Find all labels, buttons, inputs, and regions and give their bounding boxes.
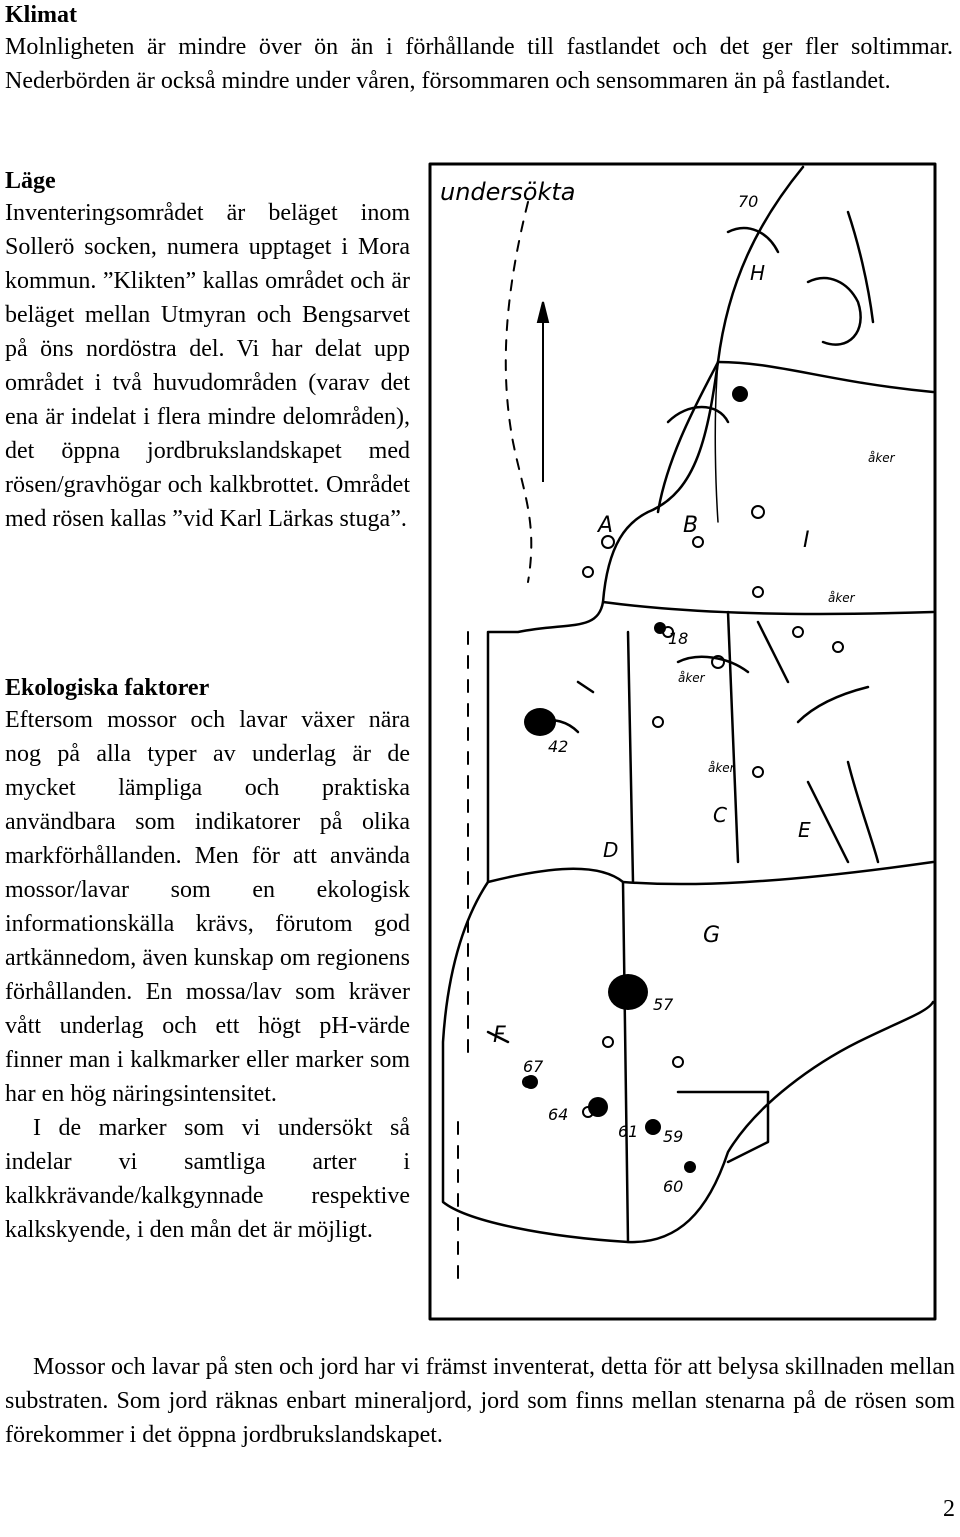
area-label-d: D: [603, 838, 619, 862]
cairn-dot: [524, 708, 556, 736]
boundary-line: [658, 362, 718, 512]
marker-number: 64: [548, 1105, 569, 1124]
heading-klimat: Klimat: [5, 2, 77, 28]
map-feature: [848, 762, 878, 862]
map-marker: [653, 717, 663, 727]
area-label-b: B: [683, 513, 699, 538]
boundary-line: [623, 882, 628, 1242]
ekologiska-paragraph-2: I de marker som vi undersökt så indelar vi samtliga arter i kalkkrävande/kalkgynnade respektive kalkskyende, i den mån det är möjligt.: [5, 1115, 410, 1243]
map-marker: [793, 627, 803, 637]
section-ekologiska: [5, 673, 410, 1247]
map-feature: [578, 682, 593, 692]
heading-ekologiska: Ekologiska faktorer: [5, 675, 210, 701]
map-marker: [583, 567, 593, 577]
field-label: åker: [868, 451, 895, 465]
cairn-dot: [732, 386, 748, 402]
heading-lage: Läge: [5, 168, 56, 194]
section-klimat: [5, 0, 953, 98]
field-label: åker: [828, 591, 855, 605]
boundary-line: [718, 362, 933, 392]
north-arrow-icon: [538, 302, 548, 482]
area-label-a: A: [598, 513, 614, 538]
marker-number: 42: [548, 737, 569, 756]
map-title: undersökta: [440, 178, 576, 206]
section-lage: [5, 166, 410, 536]
marker-number: 57: [653, 995, 674, 1014]
lage-text: Inventeringsområdet är beläget inom Sollerö socken, numera upptaget i Mora kommun. ”Klikten” kallas området och är beläget mellan Utmyran och Bengsarvet på öns nordöstra del. Vi har delat upp området i två huvudområden (varav det ena är indelat i flera mindre delområden), det öppna jordbrukslandskapet med rösen/gravhögar och kalkbrottet. Området med rösen kallas ”vid Karl Lärkas stuga”.: [5, 200, 410, 532]
marker-number: 61: [618, 1122, 639, 1141]
area-label-f: F: [493, 1023, 506, 1048]
boundary-line: [728, 612, 738, 862]
area-label-i: I: [803, 528, 810, 553]
marker-number: 18: [668, 629, 689, 648]
area-label-g: G: [703, 923, 721, 948]
map-marker: [753, 587, 763, 597]
area-label-h: H: [750, 261, 766, 285]
cairn-dot: [645, 1119, 661, 1135]
field-label: åker: [678, 671, 705, 685]
cairn-dot: [684, 1161, 696, 1173]
map-marker: [753, 767, 763, 777]
area-label-c: C: [713, 803, 727, 827]
marker-number: 60: [663, 1177, 684, 1196]
cairn-dot: [654, 622, 666, 634]
klimat-text: Molnligheten är mindre över ön än i förhållande till fastlandet och det ger fler soltimmar. Nederbörden är också mindre under våren, försommaren och sensommaren än på fastlandet.: [5, 34, 953, 94]
area-label-e: E: [798, 818, 811, 842]
map-feature: [798, 687, 868, 722]
marker-number: 59: [663, 1127, 684, 1146]
map-feature: [808, 782, 848, 862]
field-label: åker: [708, 761, 735, 775]
map-feature: [678, 1092, 768, 1162]
map-feature: [758, 622, 788, 682]
map-feature: [728, 228, 778, 252]
boundary-line: [603, 602, 933, 614]
marker-number: 67: [523, 1057, 544, 1076]
map-marker: [833, 642, 843, 652]
mossor-paragraph: Mossor och lavar på sten och jord har vi främst inventerat, detta för att belysa skillnaden mellan substraten. Som jord räknas enbart mineraljord, jord som finns mellan stenarna på de rösen som förekommer i det öppna jordbrukslandskapet.: [5, 1354, 955, 1448]
boundary-line: [488, 862, 933, 884]
map-feature: [848, 212, 873, 322]
cairn-dot: [524, 1075, 538, 1089]
boundary-line: [628, 632, 633, 882]
map-marker: [603, 1037, 613, 1047]
survey-map: [428, 162, 938, 1322]
map-feature: [808, 278, 861, 345]
map-marker: [693, 537, 703, 547]
marker-number: 70: [738, 192, 759, 211]
dashed-road: [506, 202, 532, 582]
cairn-dot: [588, 1097, 608, 1117]
map-feature: [668, 407, 728, 422]
cairn-dot: [608, 974, 648, 1010]
ekologiska-paragraph-1: Eftersom mossor och lavar växer nära nog på alla typer av underlag är de mycket lämpliga och praktiska användbara som indikatorer på olika markförhållanden. Men för att använda mossor/lavar som en ekologisk informationskälla krävs, förutom god artkännedom, även kunskap om regionens förhållanden. En mossa/lav som kräver vått underlag och ett högt pH-värde finner man i kalkmarker eller marker som har en hög näringsintensitet.: [5, 707, 410, 1107]
map-marker: [673, 1057, 683, 1067]
page-number: 2: [943, 1496, 955, 1522]
map-marker: [752, 506, 764, 518]
path-line: [715, 362, 718, 522]
